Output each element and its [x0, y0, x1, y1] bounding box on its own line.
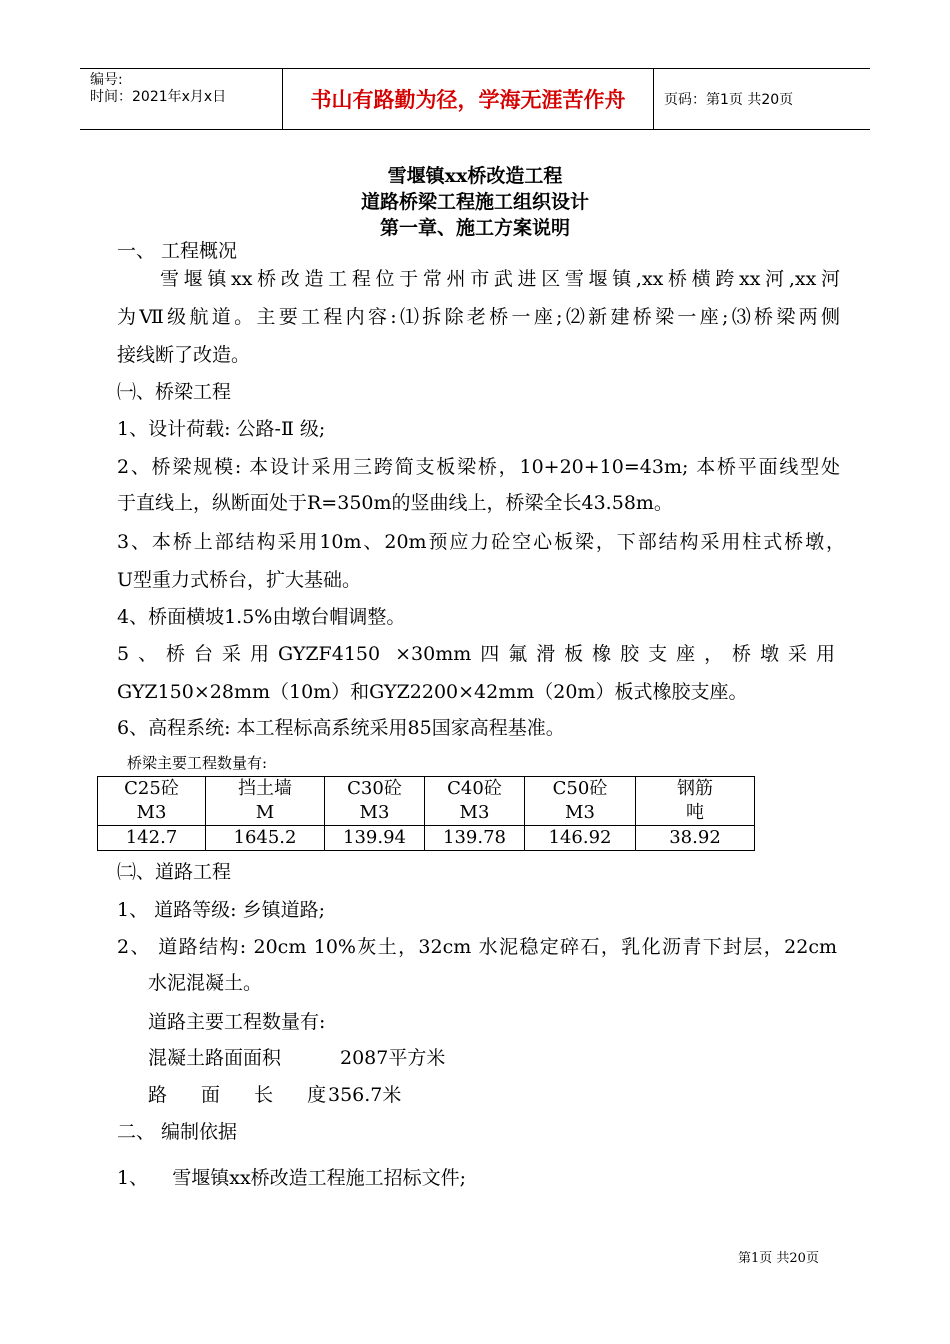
document-subtitle: 道路桥梁工程施工组织设计 [360, 191, 589, 213]
table-header-cell: 钢筋 吨 [636, 777, 755, 826]
table-cell: 139.78 [425, 826, 525, 851]
bridge-item: 6、高程系统: 本工程标高系统采用85国家高程基准。 [117, 717, 565, 739]
table-header-cell: C25砼 M3 [98, 777, 206, 826]
bridge-item-continuation: U型重力式桥台，扩大基础。 [117, 569, 362, 591]
table-cell: 146.92 [525, 826, 636, 851]
chapter-title: 第一章、施工方案说明 [379, 217, 570, 239]
road-quantity-label: 混凝土路面面积 [148, 1047, 282, 1069]
road-quantity-value: 356.7米 [328, 1084, 402, 1106]
document-date-label: 时间：2021年x月x日 [90, 89, 227, 105]
page-footer-number: 第1页 共20页 [738, 1251, 819, 1266]
table-cell: 38.92 [636, 826, 755, 851]
header-meta [80, 69, 282, 129]
road-item: 2、 道路结构: 20cm 10%灰土，32cm 水泥稳定碎石，乳化沥青下封层，22cm [117, 936, 837, 958]
table-cell: 142.7 [98, 826, 206, 851]
bridge-item-continuation: 于直线上，纵断面处于R=350m的竖曲线上，桥梁全长43.58m。 [117, 492, 673, 514]
document-title: 雪堰镇xx桥改造工程 [387, 165, 563, 187]
bridge-item: 2、桥梁规模: 本设计采用三跨简支板梁桥，10+20+10=43m; 本桥平面线型处 [117, 456, 840, 478]
overview-paragraph-line: 接线断了改造。 [117, 344, 251, 366]
bridge-quantity-table [97, 776, 755, 851]
road-quantity-value: 2087平方米 [340, 1047, 446, 1069]
page-header [80, 68, 870, 130]
bridge-item: 1、设计荷载: 公路-Ⅱ 级; [117, 418, 326, 440]
section-heading-overview: 一、 工程概况 [117, 240, 238, 262]
overview-paragraph-line: 雪堰镇xx桥改造工程位于常州市武进区雪堰镇,xx桥横跨xx河,xx河 [160, 268, 840, 290]
bridge-item: 5、桥台采用GYZF4150 ×30mm四氟滑板橡胶支座，桥墩采用 [117, 643, 835, 665]
header-motto: 书山有路勤为径，学海无涯苦作舟 [282, 69, 654, 129]
subsection-heading-road: ㈡、道路工程 [117, 861, 232, 883]
bridge-item-continuation: GYZ150×28mm（10m）和GYZ2200×42mm（20m）板式橡胶支座。 [117, 681, 748, 703]
table-cell: 139.94 [325, 826, 425, 851]
table-header-row [98, 777, 755, 826]
table-header-cell: C30砼 M3 [325, 777, 425, 826]
bridge-item: 4、桥面横坡1.5%由墩台帽调整。 [117, 606, 406, 628]
header-page-number: 页码：第1页 共20页 [664, 92, 794, 108]
table-cell: 1645.2 [206, 826, 325, 851]
section-heading-basis: 二、 编制依据 [117, 1121, 238, 1143]
bridge-quantity-caption: 桥梁主要工程数量有: [127, 754, 268, 772]
basis-item: 1、 雪堰镇xx桥改造工程施工招标文件; [117, 1167, 467, 1189]
table-row [98, 826, 755, 851]
subsection-heading-bridge: ㈠、桥梁工程 [117, 381, 232, 403]
bridge-item: 3、本桥上部结构采用10m、20m预应力砼空心板梁，下部结构采用柱式桥墩， [117, 531, 845, 553]
road-item: 1、 道路等级: 乡镇道路; [117, 899, 325, 921]
table-header-cell: C50砼 M3 [525, 777, 636, 826]
road-quantity-caption: 道路主要工程数量有: [148, 1011, 326, 1033]
document-number-label: 编号: [90, 72, 123, 88]
table-header-cell: 挡土墙 M [206, 777, 325, 826]
road-quantity-label: 路 面 长 度 [148, 1084, 341, 1106]
overview-paragraph-line: 为Ⅶ级航道。主要工程内容:⑴拆除老桥一座;⑵新建桥梁一座;⑶桥梁两侧 [117, 306, 840, 328]
table-header-cell: C40砼 M3 [425, 777, 525, 826]
road-item-continuation: 水泥混凝土。 [148, 972, 263, 994]
